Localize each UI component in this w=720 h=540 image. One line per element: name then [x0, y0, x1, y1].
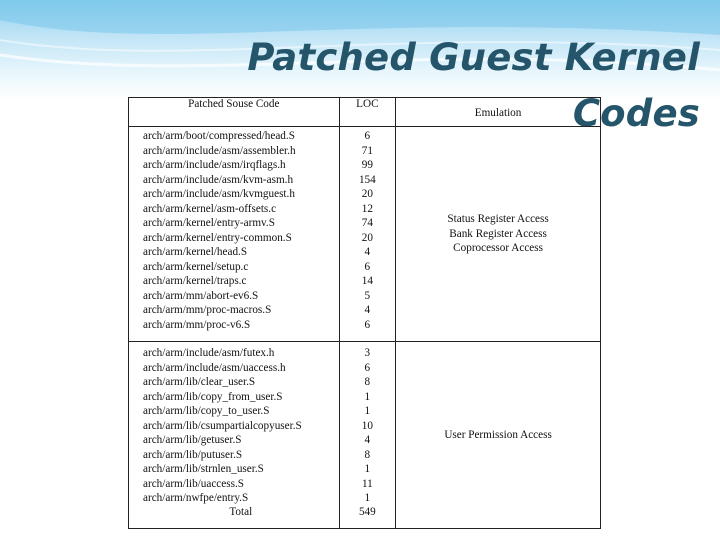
file-path: arch/arm/kernel/entry-armv.S [143, 217, 275, 229]
file-path: arch/arm/include/asm/kvmguest.h [143, 188, 295, 200]
emulation-item: Status Register Access [447, 213, 549, 226]
group1-emulation-list [396, 212, 600, 256]
file-path: arch/arm/kernel/head.S [143, 246, 248, 258]
file-path: arch/arm/include/asm/assembler.h [143, 144, 296, 157]
header-source-code: Patched Souse Code [129, 98, 340, 127]
loc-value: 154 [358, 173, 376, 186]
loc-value: 1 [364, 463, 371, 475]
loc-value: 71 [361, 144, 373, 157]
file-path: arch/arm/include/asm/uaccess.h [143, 361, 286, 374]
table-row-group-2 [129, 342, 601, 529]
emulation-item: User Permission Access [444, 428, 552, 441]
file-path: arch/arm/lib/putuser.S [143, 448, 243, 461]
loc-value: 12 [361, 202, 373, 215]
group2-files-cell [129, 342, 340, 529]
loc-value: 4 [364, 434, 371, 446]
file-path: arch/arm/lib/uaccess.S [143, 477, 244, 490]
group2-emulation-list [396, 428, 600, 443]
file-path: arch/arm/include/asm/kvm-asm.h [143, 173, 294, 186]
header-emulation: Emulation [396, 98, 601, 127]
file-path: arch/arm/include/asm/irqflags.h [143, 159, 286, 171]
loc-value: 1 [364, 390, 371, 403]
loc-value: 6 [364, 318, 371, 331]
file-path: arch/arm/kernel/setup.c [143, 260, 249, 273]
file-path: arch/arm/lib/copy_from_user.S [143, 390, 283, 403]
loc-value: 4 [364, 304, 371, 316]
file-path: arch/arm/mm/proc-v6.S [143, 318, 251, 331]
total-value: 549 [358, 505, 376, 518]
emulation-item: Bank Register Access [449, 227, 547, 240]
slide-title: Patched Guest Kernel Codes [247, 36, 700, 135]
group2-loc-list [340, 346, 396, 506]
group2-emulation-cell [396, 342, 601, 529]
loc-value: 14 [361, 275, 373, 287]
group1-file-list [143, 129, 339, 332]
group1-files-cell [129, 127, 340, 342]
loc-value: 5 [364, 289, 371, 302]
loc-value: 8 [364, 448, 371, 461]
loc-value: 1 [364, 405, 371, 417]
loc-value: 10 [361, 419, 373, 432]
loc-value: 8 [364, 376, 371, 388]
file-path: arch/arm/mm/abort-ev6.S [143, 289, 259, 302]
loc-value: 1 [364, 492, 371, 504]
group1-loc-cell [339, 127, 396, 342]
group2-file-list [143, 346, 339, 506]
file-path: arch/arm/boot/compressed/head.S [143, 130, 295, 142]
file-path: arch/arm/lib/strnlen_user.S [143, 463, 264, 475]
loc-value: 6 [364, 260, 371, 273]
loc-value: 6 [364, 130, 371, 142]
file-path: arch/arm/kernel/traps.c [143, 275, 247, 287]
file-path: arch/arm/lib/csumpartialcopyuser.S [143, 419, 302, 432]
file-path: arch/arm/kernel/entry-common.S [143, 231, 292, 244]
loc-value: 20 [361, 231, 373, 244]
total-label: Total [229, 505, 253, 518]
loc-value: 99 [361, 159, 373, 171]
table-header-row [129, 98, 601, 127]
group1-loc-list [340, 129, 396, 332]
loc-value: 6 [364, 361, 371, 374]
loc-value: 74 [361, 217, 373, 229]
patched-code-table [128, 97, 601, 529]
group2-loc-cell [339, 342, 396, 529]
loc-value: 11 [361, 477, 373, 490]
file-path: arch/arm/mm/proc-macros.S [143, 304, 272, 316]
loc-value: 4 [364, 246, 371, 258]
file-path: arch/arm/kernel/asm-offsets.c [143, 202, 277, 215]
file-path: arch/arm/lib/copy_to_user.S [143, 405, 270, 417]
file-path: arch/arm/include/asm/futex.h [143, 347, 275, 359]
file-path: arch/arm/lib/clear_user.S [143, 376, 256, 388]
loc-value: 20 [361, 188, 373, 200]
group1-emulation-cell [396, 127, 601, 342]
loc-value: 3 [364, 347, 371, 359]
table-row-group-1 [129, 127, 601, 342]
emulation-item: Coprocessor Access [453, 242, 543, 255]
file-path: arch/arm/lib/getuser.S [143, 434, 242, 446]
header-loc: LOC [339, 98, 396, 127]
file-path: arch/arm/nwfpe/entry.S [143, 492, 249, 504]
